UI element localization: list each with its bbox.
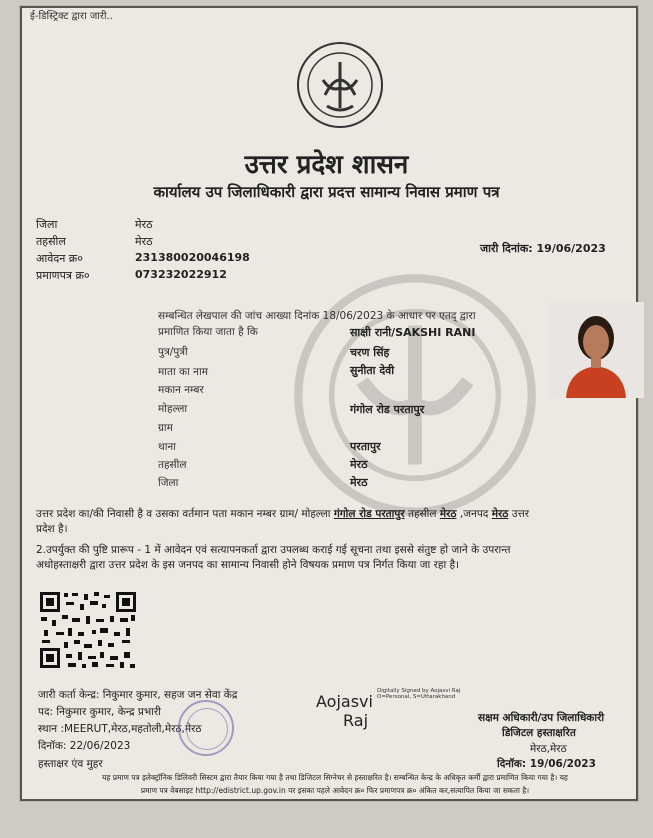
thana-value: परतापुर: [350, 440, 381, 453]
paragraph-mohalla: गंगोल रोड परतापुर: [333, 508, 405, 520]
district-label: जिला: [36, 218, 58, 231]
issue-date: जारी दिनांक: 19/06/2023: [480, 242, 606, 255]
confirmation-paragraph: [36, 543, 616, 573]
district-value: मेरठ: [135, 218, 153, 231]
certificate-number-label: प्रमाणपत्र क्र०: [36, 269, 90, 282]
signer-name-line1: Aojasvi: [316, 692, 373, 711]
document-title: उत्तर प्रदेश शासन: [244, 150, 409, 180]
bottom-note-line2: प्रमाण पत्र वेबसाइट http://edistrict.up.gov.in पर इसका पहले आवेदन क्र० फिर प्रमाणपत्र क्र० अंकित कर,सत्यापित किया जा सकता है।: [140, 786, 530, 795]
authority-place: मेरठ,मेरठ: [530, 743, 567, 755]
paragraph-text: उत्तर प्रदेश का/की निवासी है व उसका वर्तमान पता मकान नम्बर ग्राम/ मोहल्ला: [36, 508, 331, 520]
top-note: ई-डिस्ट्रिक्ट द्वारा जारी..: [30, 11, 113, 22]
thana-label: थाना: [158, 441, 176, 453]
paragraph-text: प्रदेश है।: [36, 523, 68, 535]
up-government-emblem-icon: [295, 40, 385, 130]
village-label: ग्राम: [158, 422, 173, 434]
application-number-value: 231380020046198: [135, 251, 250, 264]
authority-sign-type: डिजिटल हस्ताक्षरित: [502, 727, 576, 739]
middle-district-value: मेरठ: [350, 476, 368, 489]
residence-paragraph: [36, 507, 616, 537]
issuer-date: दिनॉक: 22/06/2023: [38, 740, 131, 752]
issuer-seal-inner: [186, 708, 228, 750]
document-subtitle: कार्यालय उप जिलाधिकारी द्वारा प्रदत्त सामान्य निवास प्रमाण पत्र: [153, 183, 500, 201]
issuer-post: पद: निकुमार कुमार, केन्द्र प्रभारी: [38, 706, 161, 718]
applicant-name: साक्षी रानी/SAKSHI RANI: [350, 326, 476, 339]
digital-signature-note: Digitally Signed by Aojasvi Raj O=Personal, S=Uttarakhand: [377, 688, 461, 700]
paragraph-tehsil: मेरठ: [439, 508, 457, 520]
authority-title: सक्षम अधिकारी/उप जिलाधिकारी: [478, 712, 605, 724]
paragraph-text: उत्तर: [511, 508, 530, 520]
issuer-sign-label: हस्ताक्षर एंव मुहर: [38, 758, 103, 770]
certified-label: प्रमाणित किया जाता है कि: [158, 326, 258, 338]
bottom-note-line1: यह प्रमाण पत्र इलेक्ट्रॉनिक डिलिवरी सिस्टम द्वारा तैयार किया गया है तथा डिजिटल सिग्नेचर से हस्ताक्षरित है। सम्बन्धित केन्द्र के अधिकृत कर्मी द्वारा प्रमाणित किया गया है। यह: [102, 773, 568, 782]
authority-date: दिनॉक: 19/06/2023: [497, 758, 596, 770]
mohalla-label: मोहल्ला: [158, 403, 188, 415]
certificate-number-value: 073232022912: [135, 268, 227, 281]
middle-tehsil-label: तहसील: [158, 459, 187, 471]
signer-name-line2: Raj: [343, 711, 369, 730]
paragraph-text: ,जनपद: [459, 508, 489, 520]
relation-label: पुत्र/पुत्री: [158, 346, 188, 358]
house-number-label: मकान नम्बर: [158, 384, 204, 396]
application-number-label: आवेदन क्र०: [36, 252, 83, 265]
issuer-kendra: जारी कर्ता केन्द्र: निकुमार कुमार, सहज जन सेवा केंद्र: [38, 689, 238, 701]
middle-district-label: जिला: [158, 477, 179, 489]
qr-code: [38, 590, 138, 670]
tehsil-label: तहसील: [36, 235, 66, 248]
paragraph-text: तहसील: [407, 508, 437, 520]
watermark-emblem-icon: [290, 270, 540, 520]
paragraph-text: अधोहस्ताक्षरी द्वारा उत्तर प्रदेश के इस जनपद का सामान्य निवासी होने विषयक प्रमाण पत्र निर्गत किया जा रहा है।: [36, 559, 460, 571]
tehsil-value: मेरठ: [135, 235, 153, 248]
mother-name: सुनीता देवी: [350, 364, 395, 377]
middle-tehsil-value: मेरठ: [350, 458, 368, 471]
paragraph-district: मेरठ: [491, 508, 509, 520]
applicant-photo: [548, 302, 644, 398]
issuer-place: स्थान :MEERUT,मेरठ,महतोली,मेरठ,मेरठ: [38, 723, 202, 735]
verification-intro: सम्बन्धित लेखपाल की जांच आख्या दिनांक 18/06/2023 के आधार पर एतद् द्वारा: [158, 310, 476, 322]
father-name: चरण सिंह: [350, 346, 390, 359]
mohalla-value: गंगोल रोड परतापुर: [350, 403, 425, 416]
mother-label: माता का नाम: [158, 366, 208, 378]
paragraph-text: 2.उपर्युक्त की पुष्टि प्रारूप - 1 में आवेदन एवं सत्यापनकर्ता द्वारा उपलब्ध कराई गई सूचना तथा इससे संतुष्ट हो जाने के उपरान्त: [36, 544, 511, 556]
